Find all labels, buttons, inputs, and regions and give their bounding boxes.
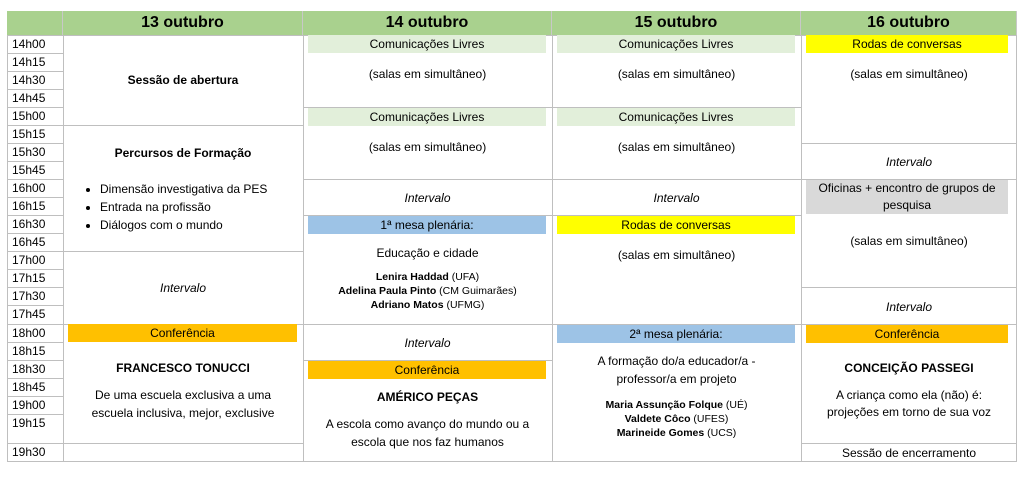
time-slot: 16h15 <box>12 199 46 213</box>
time-slot: 16h45 <box>12 235 46 249</box>
time-slot: 18h15 <box>12 344 46 358</box>
conference-band: Conferência <box>68 324 297 342</box>
percursos-topics <box>82 180 267 234</box>
time-slot: 14h00 <box>12 37 46 51</box>
time-slot: 14h45 <box>12 91 46 105</box>
plenary-theme: Educação e cidade <box>376 246 479 260</box>
opening-session: Sessão de abertura <box>127 73 239 87</box>
workshops-line: Oficinas + encontro de grupos de <box>818 181 996 195</box>
time-slot: 15h15 <box>12 127 46 141</box>
panel-member: Adriano Matos (UFMG) <box>370 299 485 311</box>
parallel-note: (salas em simultâneo) <box>617 140 736 154</box>
panel-list <box>552 398 801 440</box>
time-slot: 16h30 <box>12 217 46 231</box>
panel-member: Marineide Gomes (UCS) <box>616 427 737 439</box>
parallel-note: (salas em simultâneo) <box>850 67 968 81</box>
topic-item: • Dimensão investigativa da PES <box>100 180 267 198</box>
time-slot: 17h30 <box>12 289 46 303</box>
parallel-note: (salas em simultâneo) <box>617 248 736 262</box>
talk-title-line: escuela inclusiva, mejor, exclusive <box>91 406 275 420</box>
time-slot: 17h15 <box>12 271 46 285</box>
session-band: Comunicações Livres <box>308 108 546 126</box>
day-header-16: 16 outubro <box>801 11 1017 35</box>
time-slot: 15h30 <box>12 145 46 159</box>
parallel-note: (salas em simultâneo) <box>368 67 487 81</box>
speaker-name: FRANCESCO TONUCCI <box>116 361 250 375</box>
session-band: Comunicações Livres <box>557 108 795 126</box>
break-label: Intervalo <box>404 191 451 205</box>
rodas-band: Rodas de conversas <box>806 35 1008 53</box>
panel-member: Valdete Côco (UFES) <box>624 413 729 425</box>
workshops-band <box>806 180 1008 214</box>
time-slot: 15h45 <box>12 163 46 177</box>
time-slot: 18h00 <box>12 326 46 340</box>
panel-member: Lenira Haddad (UFA) <box>375 271 480 283</box>
conference-band: Conferência <box>308 361 546 379</box>
time-slot: 18h45 <box>12 380 46 394</box>
day-header-14: 14 outubro <box>303 11 552 35</box>
time-slot: 14h15 <box>12 55 46 69</box>
plenary-theme: professor/a em projeto <box>616 372 737 386</box>
talk-title-line: De uma escuela exclusiva a uma <box>94 388 272 402</box>
panel-member: Maria Assunção Folque (UÉ) <box>605 399 748 411</box>
talk-title-line: A criança como ela (não) é: <box>835 388 983 402</box>
plenary-theme: A formação do/a educador/a - <box>597 354 756 368</box>
talk-title-line: projeções em torno de sua voz <box>826 405 992 419</box>
rodas-band: Rodas de conversas <box>557 216 795 234</box>
talk-title-line: A escola como avanço do mundo ou a <box>325 417 530 431</box>
time-slot: 19h15 <box>12 416 46 430</box>
talk-title-line: escola que nos faz humanos <box>351 435 504 449</box>
time-slot: 19h00 <box>12 398 46 412</box>
panel-list <box>303 270 552 312</box>
break-label: Intervalo <box>885 300 933 314</box>
plenary-band: 2ª mesa plenária: <box>557 325 795 343</box>
break-label: Intervalo <box>885 155 933 169</box>
session-band: Comunicações Livres <box>557 35 795 53</box>
break-label: Intervalo <box>159 281 207 295</box>
conference-band: Conferência <box>806 325 1008 343</box>
speaker-name: CONCEIÇÃO PASSEGI <box>844 361 974 375</box>
parallel-note: (salas em simultâneo) <box>850 234 968 248</box>
time-slot: 15h00 <box>12 109 46 123</box>
time-slot: 18h30 <box>12 362 46 376</box>
time-slot: 17h00 <box>12 253 46 267</box>
time-slot: 19h30 <box>12 445 46 459</box>
session-band: Comunicações Livres <box>308 35 546 53</box>
day-header-15: 15 outubro <box>552 11 801 35</box>
topic-item: • Diálogos com o mundo <box>100 216 267 234</box>
time-slot: 14h30 <box>12 73 46 87</box>
closing-session: Sessão de encerramento <box>841 446 977 460</box>
parallel-note: (salas em simultâneo) <box>368 140 487 154</box>
plenary-band: 1ª mesa plenária: <box>308 216 546 234</box>
header-corner <box>7 11 63 35</box>
panel-member: Adelina Paula Pinto (CM Guimarães) <box>338 285 517 297</box>
percursos-title: Percursos de Formação <box>114 146 252 160</box>
day-header-13: 13 outubro <box>63 11 303 35</box>
break-label: Intervalo <box>404 336 451 350</box>
break-label: Intervalo <box>653 191 700 205</box>
speaker-name: AMÉRICO PEÇAS <box>376 390 479 404</box>
topic-item: • Entrada na profissão <box>100 198 267 216</box>
workshops-line: pesquisa <box>882 198 932 212</box>
time-slot: 16h00 <box>12 181 46 195</box>
parallel-note: (salas em simultâneo) <box>617 67 736 81</box>
time-slot: 17h45 <box>12 307 46 321</box>
